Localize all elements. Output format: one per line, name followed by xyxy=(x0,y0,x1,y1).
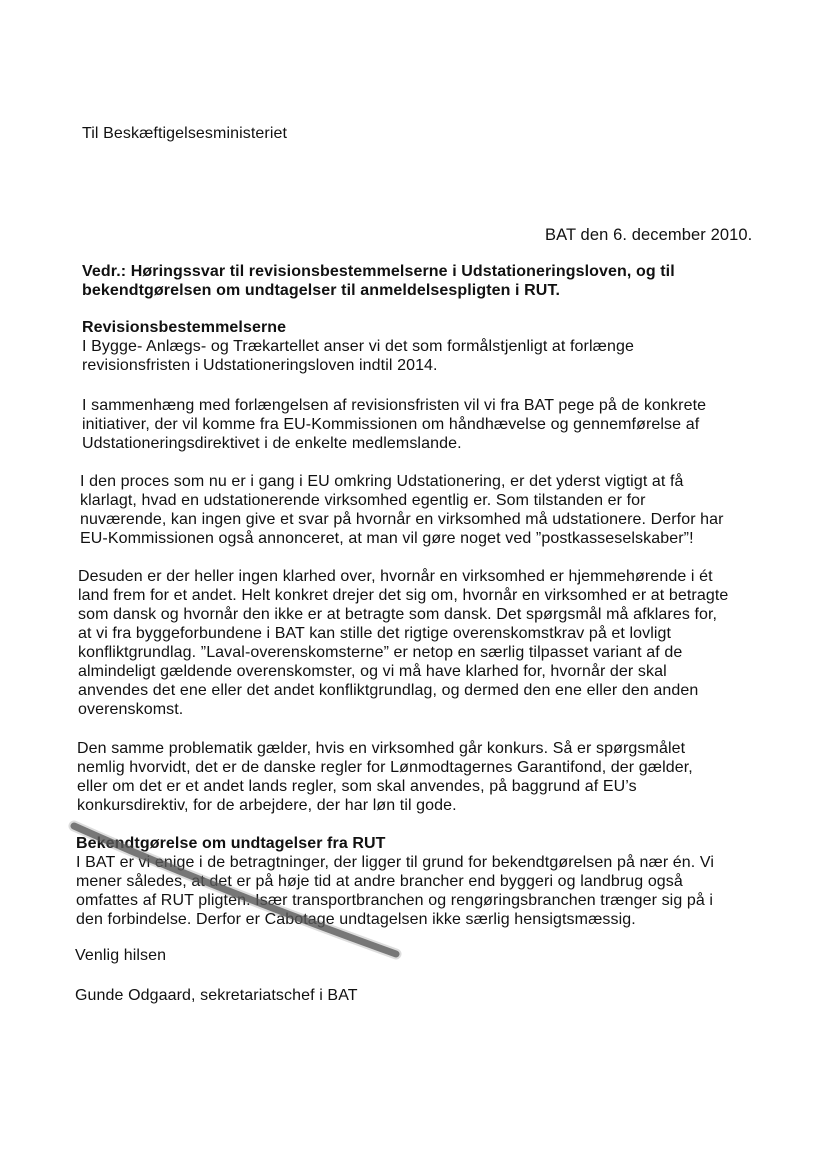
paragraph-line: anvendes det ene eller det andet konfliktgrundlag, og dermed den ene eller den anden xyxy=(78,682,699,699)
paragraph-line: at vi fra byggeforbundene i BAT kan stille det rigtige overenskomstkrav på et lovligt xyxy=(78,625,672,642)
paragraph-line: omfattes af RUT pligten. Især transportbranchen og rengøringsbranchen trænger sig på i xyxy=(76,892,714,909)
paragraph-line: konfliktgrundlag. ”Laval-overenskomsterne” er netop en særlig tilpasset variant af de xyxy=(78,644,683,661)
recipient-line: Til Beskæftigelsesministeriet xyxy=(82,125,288,142)
paragraph-line: mener således, at det er på høje tid at andre brancher end byggeri og landbrug også xyxy=(76,873,683,890)
paragraph-line: Udstationeringsdirektivet i de enkelte medlemslande. xyxy=(82,435,462,452)
subject-line-2: bekendtgørelsen om undtagelser til anmeldelsespligten i RUT. xyxy=(82,282,561,299)
paragraph-line: land frem for et andet. Helt konkret drejer det sig om, hvornår en virksomhed er at betragte xyxy=(78,587,729,604)
paragraph-line: som dansk og hvornår den ikke er at betragte som dansk. Det spørgsmål må afklares for, xyxy=(78,606,718,623)
paragraph-line: den forbindelse. Derfor er Cabotage undtagelsen ikke særlig hensigtsmæssig. xyxy=(76,911,636,928)
section-heading-rut: Bekendtgørelse om undtagelser fra RUT xyxy=(76,835,386,852)
paragraph-line: almindeligt gældende overenskomster, og vi må have klarhed for, hvornår der skal xyxy=(78,663,667,680)
paragraph-line: I den proces som nu er i gang i EU omkring Udstationering, er det yderst vigtigt at få xyxy=(80,473,684,490)
paragraph-line: I sammenhæng med forlængelsen af revisionsfristen vil vi fra BAT pege på de konkrete xyxy=(82,397,707,414)
paragraph-line: nemlig hvorvidt, det er de danske regler for Lønmodtagernes Garantifond, der gælder, xyxy=(77,759,693,776)
subject-line-1: Vedr.: Høringssvar til revisionsbestemmelserne i Udstationeringsloven, og til xyxy=(82,263,675,280)
paragraph-line: revisionsfristen i Udstationeringsloven indtil 2014. xyxy=(82,357,438,374)
paragraph-line: nuværende, kan ingen give et svar på hvornår en virksomhed må udstationere. Derfor har xyxy=(80,511,724,528)
paragraph-line: Den samme problematik gælder, hvis en virksomhed går konkurs. Så er spørgsmålet xyxy=(77,740,686,757)
paragraph-line: I BAT er vi enige i de betragtninger, der ligger til grund for bekendtgørelsen på nær én. Vi xyxy=(76,854,715,871)
section-heading-revisionsbestemmelserne: Revisionsbestemmelserne xyxy=(82,319,287,336)
paragraph-line: EU-Kommissionen også annonceret, at man vil gøre noget ved ”postkasseselskaber”! xyxy=(80,530,694,547)
closing-line: Venlig hilsen xyxy=(75,947,167,964)
paragraph-line: klarlagt, hvad en udstationerende virksomhed egentlig er. Som tilstanden er for xyxy=(80,492,646,509)
paragraph-line: initiativer, der vil komme fra EU-Kommissionen om håndhævelse og gennemførelse af xyxy=(82,416,700,433)
date-line: BAT den 6. december 2010. xyxy=(545,226,753,244)
paragraph-line: I Bygge- Anlægs- og Trækartellet anser vi det som formålstjenligt at forlænge xyxy=(82,338,634,355)
paragraph-line: konkursdirektiv, for de arbejdere, der har løn til gode. xyxy=(77,797,457,814)
paragraph-line: eller om det er et andet lands regler, som skal anvendes, på baggrund af EU’s xyxy=(77,778,637,795)
paragraph-line: overenskomst. xyxy=(78,701,184,718)
paragraph-line: Desuden er der heller ingen klarhed over, hvornår en virksomhed er hjemmehørende i ét xyxy=(78,568,713,585)
signature-line: Gunde Odgaard, sekretariatschef i BAT xyxy=(75,987,358,1004)
